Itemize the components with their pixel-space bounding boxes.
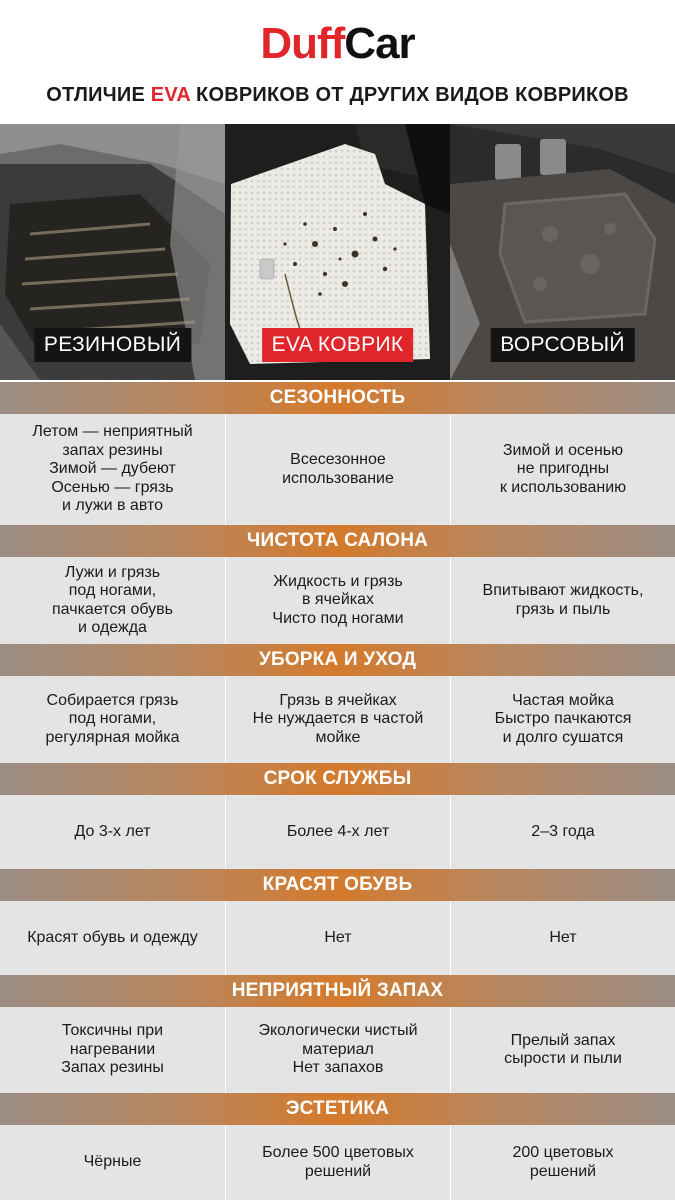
cell-rubber: Токсичны при нагревании Запах резины <box>61 1022 164 1077</box>
cell-eva: Всесезонное использование <box>225 414 450 525</box>
cell-eva: Грязь в ячейках Не нуждается в частой мойке <box>225 676 450 763</box>
cell-eva: Более 500 цветовых решений <box>225 1125 450 1200</box>
photo-band <box>0 124 675 380</box>
cell-rubber: Чёрные <box>83 1153 142 1171</box>
table-row <box>0 557 675 644</box>
photo-rubber-mat <box>0 124 225 380</box>
cell-carpet: Зимой и осенью не пригодны к использованию <box>450 414 675 525</box>
cell-eva: Экологически чистый материал Нет запахов <box>225 1007 450 1093</box>
table-row <box>0 1125 675 1200</box>
cell-carpet: 2–3 года <box>450 795 675 869</box>
category-header-cleanliness: ЧИСТОТА САЛОНА <box>0 525 675 557</box>
photo-label-carpet: ВОРСОВЫЙ <box>490 328 635 362</box>
logo-duff: Duff <box>260 19 345 68</box>
category-header-cleaning-care: УБОРКА И УХОД <box>0 644 675 676</box>
photo-carpet-mat <box>450 124 675 380</box>
table-row <box>0 414 675 525</box>
cell-carpet: Впитывают жидкость, грязь и пыль <box>450 557 675 644</box>
category-header-unpleasant-smell: НЕПРИЯТНЫЙ ЗАПАХ <box>0 975 675 1007</box>
category-header-service-life: СРОК СЛУЖБЫ <box>0 763 675 795</box>
title-after: КОВРИКОВ ОТ ДРУГИХ ВИДОВ КОВРИКОВ <box>190 84 629 106</box>
cell-rubber: Собирается грязь под ногами, регулярная мойка <box>45 691 180 746</box>
cell-rubber: Летом — неприятный запах резины Зимой — дубеют Осенью — грязь и лужи в авто <box>32 423 193 515</box>
cell-carpet: Прелый запах сырости и пыли <box>450 1007 675 1093</box>
category-header-aesthetics: ЭСТЕТИКА <box>0 1093 675 1125</box>
table-row <box>0 676 675 763</box>
duffcar-logo[interactable] <box>0 18 675 70</box>
cell-carpet: Нет <box>450 901 675 975</box>
table-row <box>0 1007 675 1093</box>
cell-rubber: Лужи и грязь под ногами, пачкается обувь и одежда <box>52 563 173 636</box>
photo-label-rubber: РЕЗИНОВЫЙ <box>34 328 191 362</box>
page-title <box>0 82 675 108</box>
comparison-table <box>0 382 675 1200</box>
title-accent: EVA <box>150 84 191 106</box>
cell-eva: Нет <box>225 901 450 975</box>
category-header-stains-shoes: КРАСЯТ ОБУВЬ <box>0 869 675 901</box>
category-header-seasonality: СЕЗОННОСТЬ <box>0 382 675 414</box>
table-row <box>0 795 675 869</box>
cell-carpet: Частая мойка Быстро пачкаются и долго сушатся <box>450 676 675 763</box>
cell-eva: Жидкость и грязь в ячейках Чисто под ногами <box>225 557 450 644</box>
title-before: ОТЛИЧИЕ <box>46 84 151 106</box>
photo-label-eva: EVA КОВРИК <box>262 328 414 362</box>
table-row <box>0 901 675 975</box>
cell-rubber: До 3-х лет <box>74 822 151 840</box>
cell-eva: Более 4-х лет <box>225 795 450 869</box>
cell-carpet: 200 цветовых решений <box>450 1125 675 1200</box>
photo-eva-mat <box>225 124 450 380</box>
cell-rubber: Красят обувь и одежду <box>27 928 198 946</box>
logo-car: Car <box>344 19 415 68</box>
